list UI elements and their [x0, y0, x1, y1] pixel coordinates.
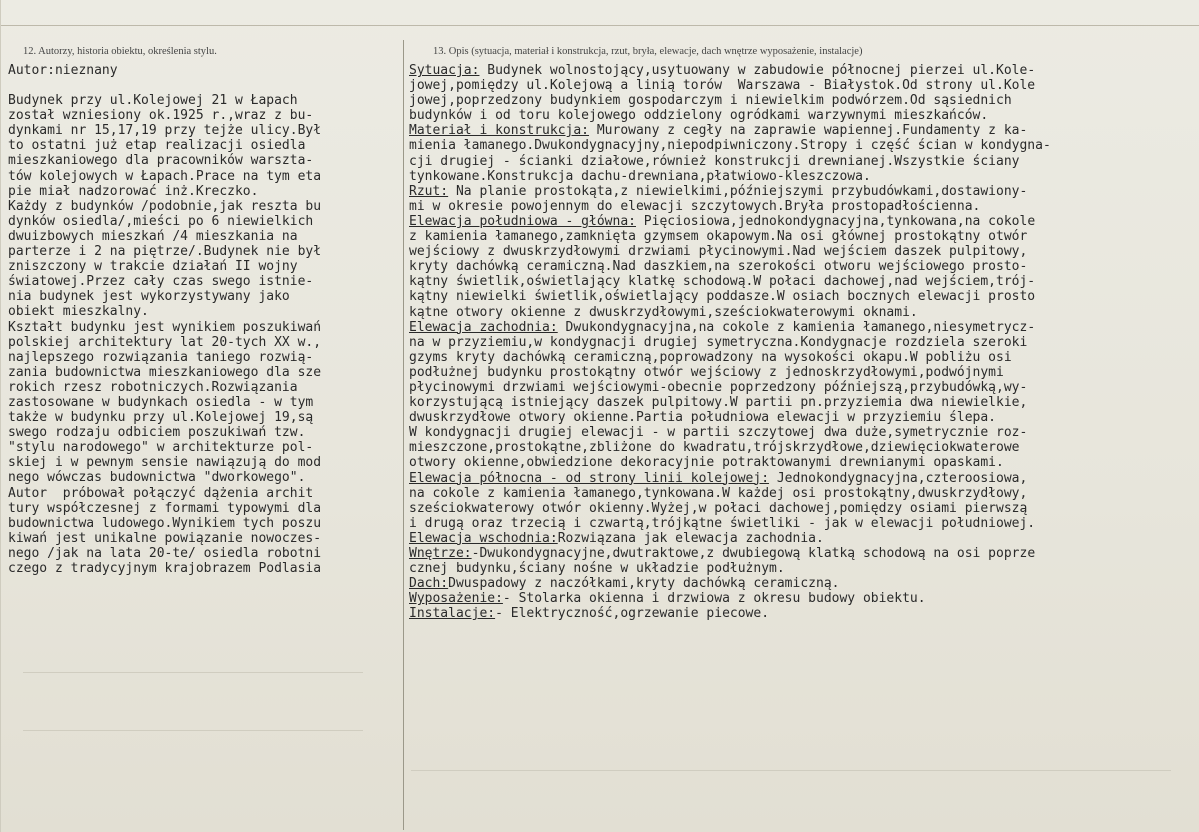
- left-column-text: [8, 63, 400, 576]
- section-first-line: [409, 546, 1199, 561]
- section-text: Budynek wolnostojący,usytuowany w zabudowie północnej pierzei ul.Kole-: [479, 63, 1036, 78]
- description-text-line: kątny świetlik,oświetlający klatkę schodową.W połaci dachowej,nad wejściem,trój-: [409, 274, 1036, 290]
- description-text-line: kryty dachówką ceramiczną.Nad daszkiem,na szerokości otworu wejściowego prosto-: [409, 259, 1028, 275]
- section-label: Elewacja wschodnia:: [409, 530, 558, 546]
- history-text-line: mieszkaniowego dla pracowników warszta-: [8, 153, 314, 169]
- section-text: - Elektryczność,ogrzewanie piecowe.: [495, 606, 770, 622]
- description-text-line: i drugą oraz trzecią i czwartą,trójkątne świetliki - jak w elewacji południowej.: [409, 515, 1036, 531]
- description-text-line: korzystującą istniejący daszek pulpitowy.W partii pn.przyziemia dwa niewielkie,: [409, 395, 1028, 411]
- section-text: - Stolarka okienna i drzwiowa z okresu budowy obiektu.: [502, 591, 926, 607]
- description-text-line: cji drugiej - ścianki działowe,również konstrukcji drewnianej.Wszystkie ściany: [409, 153, 1020, 169]
- description-text-line: cznej budynku,ściany nośne w układzie podłużnym.: [409, 561, 785, 577]
- section-label: Dach:: [409, 576, 449, 592]
- ghost-rule: [411, 770, 1171, 771]
- column-divider: [403, 40, 404, 830]
- section-label: Elewacja północna - od strony linii kolejowej:: [409, 470, 770, 486]
- history-text-line: kiwań jest unikalne powiązanie nowoczes-: [8, 530, 322, 546]
- section-first-line: [409, 214, 1199, 229]
- history-text-line: zania budownictwa mieszkaniowego dla sze: [8, 364, 322, 380]
- section-label: Wnętrze:: [409, 546, 472, 561]
- section-first-line: [409, 576, 1199, 591]
- history-text-line: także w budynku przy ul.Kolejowej 19,są: [8, 410, 314, 426]
- history-text-line: został wzniesiony ok.1925 r.,wraz z bu-: [8, 108, 314, 124]
- history-text-line: to ostatni już etap realizacji osiedla: [8, 138, 306, 154]
- description-text-line: W kondygnacji drugiej elewacji - w partii szczytowej dwa duże,symetrycznie roz-: [409, 425, 1028, 441]
- section-text: Dwuspadowy z naczółkami,kryty dachówką ceramiczną.: [448, 576, 840, 592]
- right-column-text: [409, 63, 1199, 621]
- description-text-line: gzyms kryty dachówką ceramiczną,poprowadzony na wysokości okapu.W pobliżu osi: [409, 349, 1012, 365]
- history-text-line: swego rodzaju odbiciem poszukiwań tzw.: [8, 425, 306, 441]
- section-first-line: [409, 320, 1199, 335]
- history-text-line: skiej i w pewnym sensie nawiązują do mod: [8, 455, 322, 471]
- description-text-line: dwuskrzydłowe otwory okienne.Partia południowa elewacji w przyziemiu ślepa.: [409, 410, 996, 426]
- history-text-line: Budynek przy ul.Kolejowej 21 w Łapach: [8, 93, 298, 109]
- section-label: Wyposażenie:: [409, 591, 503, 607]
- section-first-line: [409, 63, 1199, 78]
- description-text-line: podłużnej budynku prostokątny otwór wejściowy z jednoskrzydłowymi,podwójnymi: [409, 364, 1004, 380]
- history-text-line: dwuizbowych mieszkań /4 mieszkania na: [8, 228, 298, 244]
- description-text-line: kątne otwory okienne z dwuskrzydłowymi,sześciokwaterowymi oknami.: [409, 304, 918, 320]
- history-text-line: Każdy z budynków /podobnie,jak reszta bu: [8, 198, 322, 214]
- history-text-line: najlepszego rozwiązania taniego rozwią-: [8, 349, 314, 365]
- ghost-rule: [23, 730, 363, 731]
- history-text-line: tów kolejowych w Łapach.Prace na tym eta: [8, 168, 322, 184]
- description-text-line: płycinowymi drzwiami wejściowymi-obecnie poprzedzony późniejszą,przybudówką,wy-: [409, 379, 1028, 395]
- history-text-line: pie miał nadzorować inż.Kreczko.: [8, 183, 259, 199]
- history-text-line: tury współczesnej z formami typowymi dla: [8, 500, 322, 516]
- section-text: Rozwiązana jak elewacja zachodnia.: [557, 530, 824, 546]
- description-text-line: tynkowane.Konstrukcja dachu-drewniana,płatwiowo-kleszczowa.: [409, 168, 871, 184]
- section-first-line: [409, 123, 1199, 138]
- description-text-line: mienia łamanego.Dwukondygnacyjny,niepodpiwniczony.Stropy i część ścian w kondygna-: [409, 138, 1051, 154]
- description-text-line: kątny niewielki świetlik,oświetlający poddasze.W osiach bocznych elewacji prosto: [409, 289, 1036, 305]
- history-text-line: nego wówczas budownictwa "dworkowego".: [8, 470, 306, 486]
- section-label: Sytuacja:: [409, 63, 480, 78]
- section-label: Rzut:: [409, 183, 449, 199]
- section-text: -Dwukondygnacyjne,dwutraktowe,z dwubiegową klatką schodową na osi poprze: [471, 546, 1036, 561]
- section-text: Dwukondygnacyjna,na cokole z kamienia łamanego,niesymetrycz-: [557, 319, 1036, 335]
- description-text-line: mi w okresie powojennym do elewacji szczytowych.Bryła prostopadłościenna.: [409, 198, 981, 214]
- description-text-line: budynków i od toru kolejowego oddzielony ogródkami warzywnymi mieszkańców.: [409, 108, 989, 124]
- section-label: Instalacje:: [409, 606, 496, 622]
- section-text: Jednokondygnacyjna,czteroosiowa,: [769, 470, 1028, 486]
- history-text-line: czego z tradycyjnym krajobrazem Podlasia: [8, 561, 322, 576]
- history-text-line: zniszczony w trakcie działań II wojny: [8, 259, 298, 275]
- blank-line: [8, 78, 400, 93]
- section-label: Elewacja zachodnia:: [409, 319, 558, 335]
- history-text-line: Autor próbował połączyć dążenia archit: [8, 485, 314, 501]
- description-text-line: sześciokwaterowy otwór okienny.Wyżej,w połaci dachowej,pomiędzy osiami pierwszą: [409, 500, 1028, 516]
- history-text-line: "stylu narodowego" w architekturze pol-: [8, 440, 314, 456]
- section-first-line: [409, 184, 1199, 199]
- description-text-line: otwory okienne,obwiedzione dekoracyjnie potraktowanymi drewnianymi opaskami.: [409, 455, 1004, 471]
- description-text-line: mieszczone,prostokątne,zbliżone do kwadratu,trójskrzydłowe,dziewięciokwaterowe: [409, 440, 1020, 456]
- history-text-line: nia budynek jest wykorzystywany jako: [8, 289, 290, 305]
- history-text-line: dynkami nr 15,17,19 przy tejże ulicy.Był: [8, 123, 322, 139]
- author-line: Autor:nieznany: [8, 63, 118, 78]
- history-text-line: rokich rzesz robotniczych.Rozwiązania: [8, 379, 298, 395]
- description-text-line: jowej,poprzedzony budynkiem gospodarczym i niewielkim podwórzem.Od sąsiednich: [409, 93, 1012, 109]
- ghost-rule: [23, 672, 363, 673]
- history-text-line: budownictwa ludowego.Wynikiem tych poszu: [8, 515, 322, 531]
- section-label: Elewacja południowa - główna:: [409, 213, 636, 229]
- history-text-line: światowej.Przez cały czas swego istnie-: [8, 274, 314, 290]
- section-first-line: [409, 606, 1199, 621]
- section-text: Pięciosiowa,jednokondygnacyjna,tynkowana,na cokole: [635, 213, 1036, 229]
- history-text-line: Kształt budynku jest wynikiem poszukiwań: [8, 319, 322, 335]
- history-text-line: dynków osiedla/,mieści po 6 niewielkich: [8, 213, 314, 229]
- section-first-line: [409, 591, 1199, 606]
- description-text-line: wejściowy z dwuskrzydłowymi drzwiami płycinowymi.Nad wejściem daszek pulpitowy,: [409, 244, 1028, 260]
- description-text-line: z kamienia łamanego,zamknięta gzymsem okapowym.Na osi głównej prostokątny otwór: [409, 229, 1028, 245]
- section-text: Na planie prostokąta,z niewielkimi,późniejszymi przybudówkami,dostawiony-: [448, 183, 1028, 199]
- left-section-header: 12. Autorzy, historia obiektu, określenia stylu.: [23, 46, 217, 57]
- description-text-line: na cokole z kamienia łamanego,tynkowana.W każdej osi prostokątny,dwuskrzydłowy,: [409, 485, 1028, 501]
- description-text-line: jowej,pomiędzy ul.Kolejową a linią torów Warszawa - Białystok.Od strony ul.Kole: [409, 78, 1036, 94]
- section-first-line: [409, 531, 1199, 546]
- right-section-header: 13. Opis (sytuacja, materiał i konstrukcja, rzut, bryła, elewacje, dach wnętrze wyposażenie, instalacje): [433, 46, 863, 57]
- history-text-line: nego /jak na lata 20-te/ osiedla robotni: [8, 545, 322, 561]
- section-first-line: [409, 471, 1199, 486]
- history-text-line: parterze i 2 na piętrze/.Budynek nie był: [8, 244, 322, 260]
- top-rule: [1, 25, 1199, 26]
- description-text-line: na w przyziemiu,w kondygnacji drugiej symetryczna.Kondygnacje rozdziela szeroki: [409, 334, 1028, 350]
- section-label: Materiał i konstrukcja:: [409, 123, 590, 139]
- history-text-line: zastosowane w budynkach osiedla - w tym: [8, 394, 314, 410]
- section-text: Murowany z cegły na zaprawie wapiennej.Fundamenty z ka-: [589, 123, 1028, 139]
- history-text-line: obiekt mieszkalny.: [8, 304, 149, 320]
- history-text-line: polskiej architektury lat 20-tych XX w.,: [8, 334, 322, 350]
